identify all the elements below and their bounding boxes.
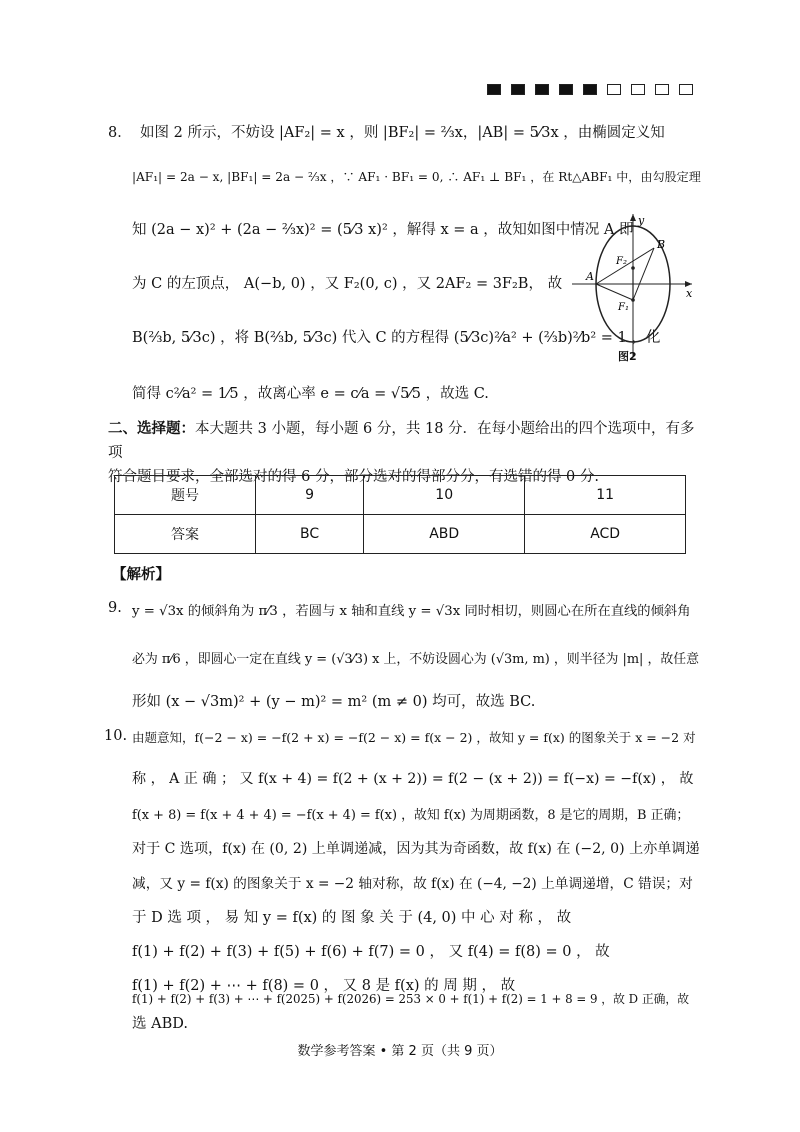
q10-line-2: 称 ， A 正 确 ； 又 f(x + 4) = f(2 + (x + 2)) = f(2 − (x + 2)) = f(−x) = −f(x) ， 故	[132, 771, 694, 787]
y-label: y	[638, 214, 645, 227]
section-2-text-1: 本大题共 3 小题，每小题 6 分，共 18 分．在每小题给出的四个选项中，有多项	[108, 421, 695, 461]
q9-line-3: 形如 (x − √3m)² + (y − m)² = m² (m ≠ 0) 均可，故选 BC.	[132, 694, 536, 710]
q10-line-8: f(1) + f(2) + ⋯ + f(8) = 0 ， 又 8 是 f(x) 的 周 期 ， 故	[132, 978, 516, 994]
progress-square-empty	[607, 84, 621, 95]
progress-square-empty	[679, 84, 693, 95]
q8-line-1: 如图 2 所示，不妨设 |AF₂| = x ，则 |BF₂| = ⅔x，|AB| = 5⁄3x ，由椭圆定义知	[140, 125, 665, 141]
progress-square-filled	[583, 84, 597, 95]
q8-number: 8．	[108, 125, 132, 141]
ellipse-diagram	[570, 212, 700, 362]
table-row	[115, 515, 686, 554]
q10-line-10: 选 ABD.	[132, 1016, 188, 1032]
q9-line-2: 必为 π⁄6 ，即圆心一定在直线 y = (√3⁄3) x 上，不妨设圆心为 (√3m, m) ，则半径为 |m| ，故任意	[132, 652, 700, 667]
point-F1	[631, 298, 635, 302]
question-cell: 10	[364, 476, 525, 515]
header-label-cell: 题号	[115, 476, 256, 515]
progress-square-filled	[511, 84, 525, 95]
q10-line-7: f(1) + f(2) + f(3) + f(5) + f(6) + f(7) = 0 ， 又 f(4) = f(8) = 0 ， 故	[132, 944, 610, 960]
point-F2	[631, 266, 635, 270]
progress-square-filled	[487, 84, 501, 95]
q10-number: 10.	[104, 728, 128, 744]
analysis-heading: 【解析】	[112, 567, 170, 583]
y-axis-arrow	[630, 214, 636, 221]
question-cell: 9	[256, 476, 364, 515]
q8-line-3: 知 (2a − x)² + (2a − ⅔x)² = (5⁄3 x)² ，解得 x = a ，故知如图中情况 A 即	[132, 222, 634, 238]
progress-square-empty	[655, 84, 669, 95]
x-label: x	[686, 287, 693, 300]
progress-square-filled	[559, 84, 573, 95]
table-row	[115, 476, 686, 515]
q9-line-1: y = √3x 的倾斜角为 π⁄3 ，若圆与 x 轴和直线 y = √3x 同时相切，则圆心在所在直线的倾斜角	[132, 604, 691, 619]
label-A: A	[586, 270, 594, 283]
section-2-heading: 二、选择题：	[108, 421, 195, 437]
page-progress-indicator	[487, 84, 693, 95]
q8-line-2: |AF₁| = 2a − x, |BF₁| = 2a − ⅔x ，∵ AF₁ · BF₁ = 0, ∴ AF₁ ⊥ BF₁ ，在 Rt△ABF₁ 中，由勾股定理	[132, 170, 701, 184]
q10-line-6: 于 D 选 项 ， 易 知 y = f(x) 的 图 象 关 于 (4, 0) 中 心 对 称 ， 故	[132, 910, 572, 926]
answer-cell: ACD	[525, 515, 686, 554]
page-footer: 数学参考答案 • 第 2 页（共 9 页）	[297, 1044, 503, 1059]
answer-cell: BC	[256, 515, 364, 554]
q10-line-1: 由题意知，f(−2 − x) = −f(2 + x) = −f(2 − x) = f(x − 2) ，故知 y = f(x) 的图象关于 x = −2 对	[132, 730, 696, 745]
label-F1: F₁	[618, 302, 629, 313]
answer-label-cell: 答案	[115, 515, 256, 554]
answer-table	[114, 475, 686, 554]
q8-line-6: 简得 c²⁄a² = 1⁄5 ，故离心率 e = c⁄a = √5⁄5 ，故选 C.	[132, 386, 489, 402]
q10-line-4: 对于 C 选项，f(x) 在 (0, 2) 上单调递减，因为其为奇函数，故 f(x) 在 (−2, 0) 上亦单调递	[132, 841, 700, 857]
segment-AF1	[596, 284, 633, 300]
q8-line-4: 为 C 的左顶点， A(−b, 0) ，又 F₂(0, c) ，又 2AF₂ = 3F₂B， 故	[132, 276, 563, 292]
segment-F1B	[633, 248, 654, 300]
progress-square-empty	[631, 84, 645, 95]
question-cell: 11	[525, 476, 686, 515]
figure-caption: 图2	[618, 350, 637, 363]
q9-number: 9.	[108, 600, 122, 616]
section-2-text-2: 符合题目要求，全部选对的得 6 分，部分选对的得部分分，有选错的得 0 分.	[108, 469, 599, 485]
figure-2	[570, 212, 700, 366]
q8-line-5: B(⅔b, 5⁄3c) ，将 B(⅔b, 5⁄3c) 代入 C 的方程得 (5⁄3c)²⁄a² + (⅔b)²⁄b² = 1 ，化	[132, 330, 661, 346]
label-F2: F₂	[616, 256, 627, 267]
q10-line-9: f(1) + f(2) + f(3) + ⋯ + f(2025) + f(2026) = 253 × 0 + f(1) + f(2) = 1 + 8 = 9 ，故 D 正确，故	[132, 992, 690, 1006]
label-B: B	[657, 238, 666, 251]
q10-line-5: 减，又 y = f(x) 的图象关于 x = −2 轴对称，故 f(x) 在 (−4, −2) 上单调递增，C 错误；对	[132, 876, 693, 892]
answer-cell: ABD	[364, 515, 525, 554]
progress-square-filled	[535, 84, 549, 95]
q10-line-3: f(x + 8) = f(x + 4 + 4) = −f(x + 4) = f(x) ，故知 f(x) 为周期函数，8 是它的周期，B 正确；	[132, 808, 690, 823]
